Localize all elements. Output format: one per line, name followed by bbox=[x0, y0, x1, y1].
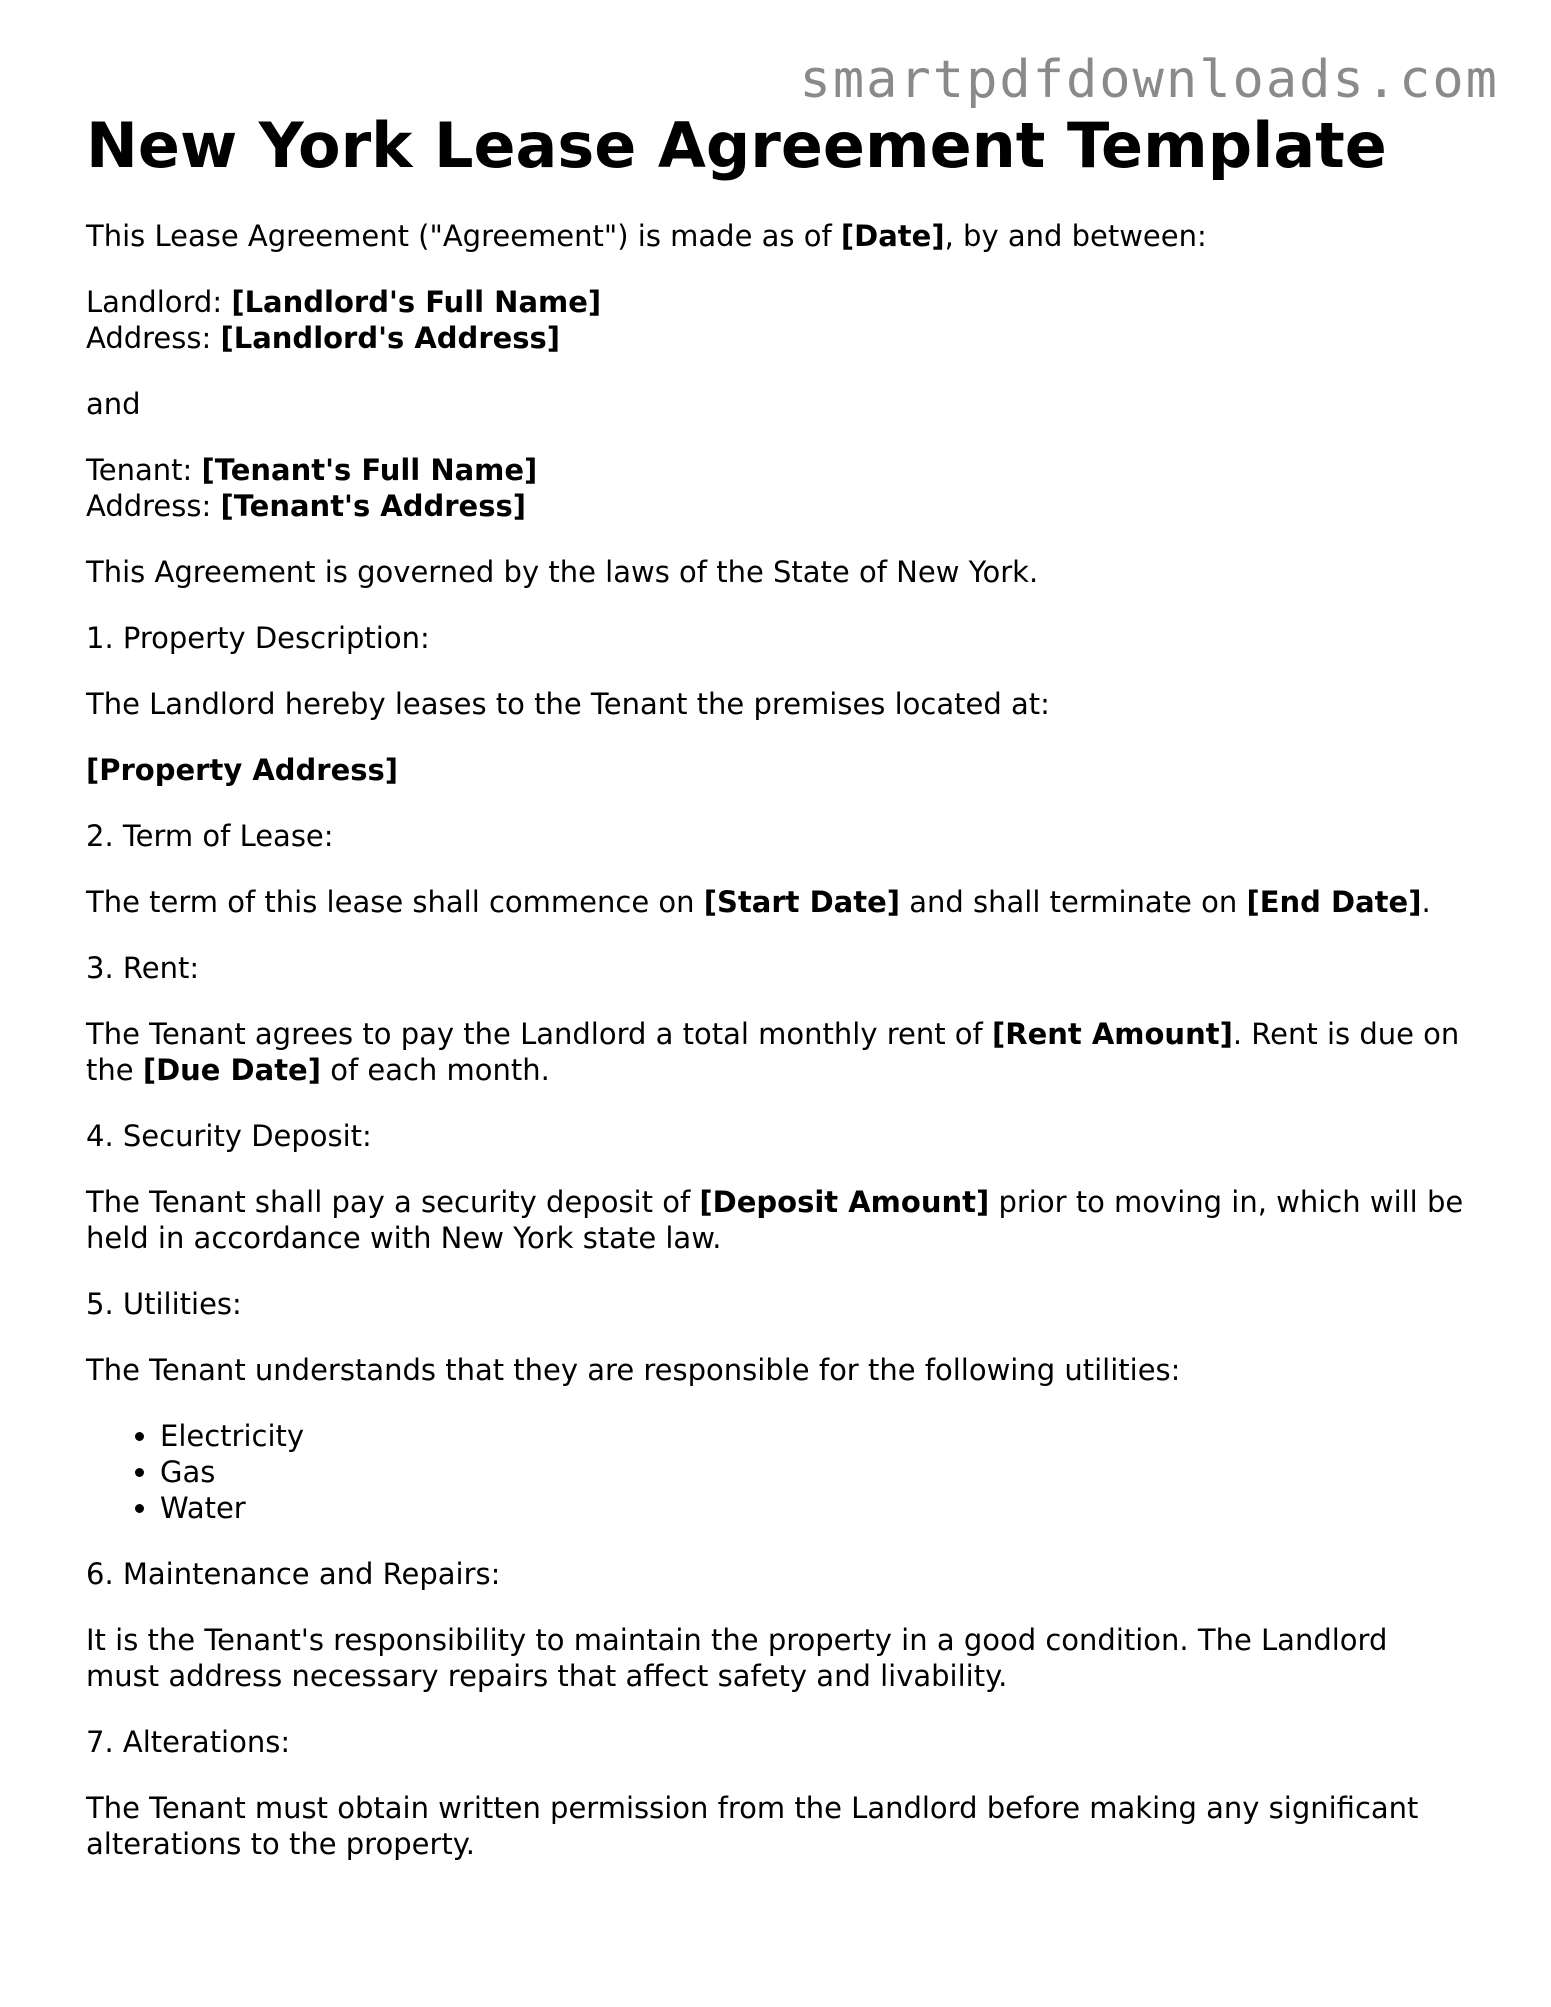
section-text bbox=[86, 884, 1466, 920]
landlord-address-label: Address: bbox=[86, 321, 221, 355]
deposit-pre: The Tenant shall pay a security deposit of bbox=[86, 1185, 700, 1219]
section-heading: 7. Alterations: bbox=[86, 1725, 291, 1759]
rent-mid: . Rent is due on the bbox=[86, 1017, 1460, 1087]
landlord-address: [Landlord's Address] bbox=[220, 321, 561, 355]
and-text: and bbox=[86, 387, 141, 421]
date-placeholder: [Date] bbox=[840, 219, 945, 253]
term-post: . bbox=[1421, 885, 1431, 919]
rent-post: of each month. bbox=[320, 1053, 550, 1087]
document bbox=[86, 96, 1466, 1892]
list-item: • Water bbox=[160, 1490, 1466, 1526]
term-mid: and shall terminate on bbox=[900, 885, 1247, 919]
property-address bbox=[86, 752, 1466, 788]
landlord-block bbox=[86, 284, 1466, 356]
page-title: New York Lease Agreement Template bbox=[86, 109, 1387, 182]
section-text: It is the Tenant's responsibility to maintain the property in a good condition. The Landlord must address necessary repairs that affect safety and livability. bbox=[86, 1623, 1388, 1693]
property-address-value: [Property Address] bbox=[86, 753, 399, 787]
section-text: The Landlord hereby leases to the Tenant the premises located at: bbox=[86, 687, 1050, 721]
governing-law: This Agreement is governed by the laws of the State of New York. bbox=[86, 555, 1039, 589]
section-heading: 3. Rent: bbox=[86, 951, 200, 985]
deposit-amount: [Deposit Amount] bbox=[699, 1185, 990, 1219]
tenant-address: [Tenant's Address] bbox=[220, 489, 527, 523]
section-heading: 6. Maintenance and Repairs: bbox=[86, 1557, 501, 1591]
list-item: • Gas bbox=[160, 1454, 1466, 1490]
rent-pre: The Tenant agrees to pay the Landlord a total monthly rent of bbox=[86, 1017, 992, 1051]
term-pre: The term of this lease shall commence on bbox=[86, 885, 704, 919]
intro-paragraph bbox=[86, 218, 1466, 254]
end-date: [End Date] bbox=[1246, 885, 1422, 919]
landlord-label: Landlord: bbox=[86, 285, 232, 319]
list-item: • Electricity bbox=[160, 1418, 1466, 1454]
utilities-list bbox=[86, 1418, 1466, 1526]
deposit-post: prior to moving in, which will be held in accordance with New York state law. bbox=[86, 1185, 1464, 1255]
section-text: The Tenant understands that they are responsible for the following utilities: bbox=[86, 1353, 1181, 1387]
tenant-block bbox=[86, 452, 1466, 524]
start-date: [Start Date] bbox=[703, 885, 901, 919]
watermark: smartpdfdownloads.com bbox=[799, 50, 1499, 110]
due-date: [Due Date] bbox=[142, 1053, 321, 1087]
section-text bbox=[86, 1184, 1466, 1256]
section-heading: 2. Term of Lease: bbox=[86, 819, 334, 853]
landlord-name: [Landlord's Full Name] bbox=[231, 285, 602, 319]
section-text bbox=[86, 1016, 1466, 1088]
tenant-address-label: Address: bbox=[86, 489, 221, 523]
tenant-name: [Tenant's Full Name] bbox=[201, 453, 538, 487]
rent-amount: [Rent Amount] bbox=[991, 1017, 1233, 1051]
intro-post: , by and between: bbox=[944, 219, 1207, 253]
section-heading: 1. Property Description: bbox=[86, 621, 430, 655]
section-heading: 4. Security Deposit: bbox=[86, 1119, 372, 1153]
section-heading: 5. Utilities: bbox=[86, 1287, 242, 1321]
section-text: The Tenant must obtain written permission from the Landlord before making any significant alterations to the property. bbox=[86, 1791, 1419, 1861]
tenant-label: Tenant: bbox=[86, 453, 202, 487]
intro-pre: This Lease Agreement ("Agreement") is made as of bbox=[86, 219, 841, 253]
